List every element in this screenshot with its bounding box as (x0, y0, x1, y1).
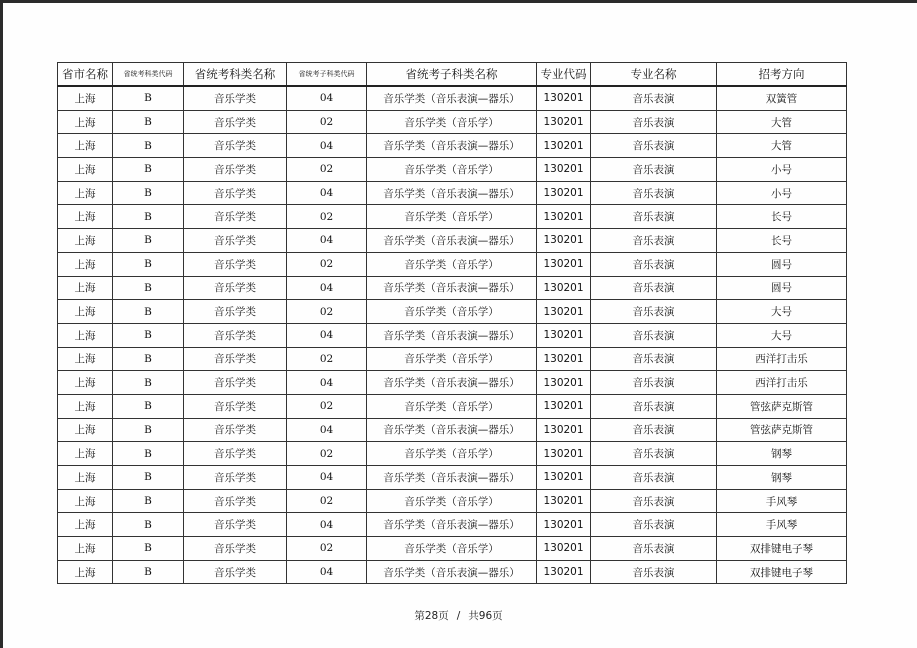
cell-category-code: B (113, 158, 184, 182)
cell-category-code: B (113, 513, 184, 537)
cell-major-code: 130201 (537, 110, 591, 134)
cell-category-code: B (113, 229, 184, 253)
cell-category-name: 音乐学类 (184, 560, 287, 584)
cell-subcategory-name: 音乐学类（音乐表演—器乐） (367, 323, 537, 347)
cell-category-name: 音乐学类 (184, 134, 287, 158)
cell-subcategory-code: 04 (287, 560, 367, 584)
cell-direction: 圆号 (717, 276, 847, 300)
cell-major-code: 130201 (537, 560, 591, 584)
cell-category-name: 音乐学类 (184, 418, 287, 442)
cell-direction: 管弦萨克斯管 (717, 394, 847, 418)
cell-subcategory-name: 音乐学类（音乐学） (367, 442, 537, 466)
header-category-code: 省统考科类代码 (113, 63, 184, 87)
cell-major-name: 音乐表演 (591, 276, 717, 300)
cell-direction: 西洋打击乐 (717, 347, 847, 371)
cell-major-name: 音乐表演 (591, 489, 717, 513)
cell-subcategory-code: 02 (287, 205, 367, 229)
cell-subcategory-code: 04 (287, 323, 367, 347)
cell-subcategory-code: 04 (287, 466, 367, 490)
cell-province: 上海 (58, 276, 113, 300)
table-row (58, 300, 847, 324)
table-row (58, 537, 847, 561)
cell-category-name: 音乐学类 (184, 252, 287, 276)
cell-category-name: 音乐学类 (184, 537, 287, 561)
table-row (58, 560, 847, 584)
cell-category-name: 音乐学类 (184, 371, 287, 395)
cell-major-code: 130201 (537, 371, 591, 395)
cell-category-name: 音乐学类 (184, 229, 287, 253)
table-row (58, 276, 847, 300)
cell-category-code: B (113, 205, 184, 229)
cell-subcategory-name: 音乐学类（音乐学） (367, 158, 537, 182)
cell-category-name: 音乐学类 (184, 394, 287, 418)
cell-major-name: 音乐表演 (591, 418, 717, 442)
cell-major-code: 130201 (537, 347, 591, 371)
cell-province: 上海 (58, 418, 113, 442)
cell-subcategory-code: 02 (287, 252, 367, 276)
header-direction: 招考方向 (717, 63, 847, 87)
cell-subcategory-code: 04 (287, 134, 367, 158)
cell-major-code: 130201 (537, 323, 591, 347)
cell-province: 上海 (58, 347, 113, 371)
cell-subcategory-code: 02 (287, 158, 367, 182)
cell-subcategory-name: 音乐学类（音乐学） (367, 537, 537, 561)
cell-category-code: B (113, 489, 184, 513)
cell-subcategory-name: 音乐学类（音乐学） (367, 205, 537, 229)
table-row (58, 466, 847, 490)
cell-direction: 长号 (717, 229, 847, 253)
total-pages: 共96页 (468, 610, 503, 622)
cell-major-code: 130201 (537, 181, 591, 205)
cell-direction: 管弦萨克斯管 (717, 418, 847, 442)
cell-major-name: 音乐表演 (591, 371, 717, 395)
cell-category-code: B (113, 418, 184, 442)
cell-category-name: 音乐学类 (184, 86, 287, 110)
cell-major-name: 音乐表演 (591, 394, 717, 418)
cell-subcategory-code: 02 (287, 300, 367, 324)
header-subcategory-name: 省统考子科类名称 (367, 63, 537, 87)
cell-major-code: 130201 (537, 205, 591, 229)
header-major-code: 专业代码 (537, 63, 591, 87)
cell-major-name: 音乐表演 (591, 252, 717, 276)
cell-subcategory-code: 04 (287, 276, 367, 300)
cell-category-name: 音乐学类 (184, 276, 287, 300)
admission-table (57, 62, 847, 584)
cell-subcategory-name: 音乐学类（音乐表演—器乐） (367, 513, 537, 537)
header-category-name: 省统考科类名称 (184, 63, 287, 87)
cell-direction: 大管 (717, 134, 847, 158)
table-row (58, 86, 847, 110)
cell-subcategory-name: 音乐学类（音乐学） (367, 394, 537, 418)
cell-province: 上海 (58, 205, 113, 229)
cell-province: 上海 (58, 323, 113, 347)
cell-category-name: 音乐学类 (184, 181, 287, 205)
cell-subcategory-code: 04 (287, 86, 367, 110)
cell-major-name: 音乐表演 (591, 560, 717, 584)
cell-province: 上海 (58, 181, 113, 205)
header-province: 省市名称 (58, 63, 113, 87)
cell-direction: 小号 (717, 158, 847, 182)
cell-province: 上海 (58, 300, 113, 324)
cell-major-code: 130201 (537, 442, 591, 466)
cell-province: 上海 (58, 110, 113, 134)
cell-category-name: 音乐学类 (184, 158, 287, 182)
table-body (58, 86, 847, 584)
cell-direction: 西洋打击乐 (717, 371, 847, 395)
table-row (58, 158, 847, 182)
cell-category-code: B (113, 394, 184, 418)
cell-category-code: B (113, 347, 184, 371)
cell-subcategory-name: 音乐学类（音乐学） (367, 252, 537, 276)
cell-direction: 钢琴 (717, 442, 847, 466)
cell-major-code: 130201 (537, 276, 591, 300)
table-row (58, 205, 847, 229)
cell-subcategory-code: 02 (287, 489, 367, 513)
cell-subcategory-name: 音乐学类（音乐表演—器乐） (367, 371, 537, 395)
cell-category-name: 音乐学类 (184, 466, 287, 490)
cell-major-code: 130201 (537, 134, 591, 158)
cell-major-name: 音乐表演 (591, 181, 717, 205)
cell-direction: 大号 (717, 300, 847, 324)
cell-category-name: 音乐学类 (184, 110, 287, 134)
cell-subcategory-code: 02 (287, 347, 367, 371)
cell-major-code: 130201 (537, 489, 591, 513)
cell-direction: 钢琴 (717, 466, 847, 490)
cell-category-code: B (113, 466, 184, 490)
cell-subcategory-code: 04 (287, 371, 367, 395)
cell-subcategory-code: 04 (287, 181, 367, 205)
cell-province: 上海 (58, 158, 113, 182)
cell-subcategory-name: 音乐学类（音乐学） (367, 347, 537, 371)
cell-category-code: B (113, 134, 184, 158)
cell-category-code: B (113, 537, 184, 561)
cell-major-name: 音乐表演 (591, 513, 717, 537)
cell-direction: 小号 (717, 181, 847, 205)
table-header-row (58, 63, 847, 87)
cell-major-name: 音乐表演 (591, 347, 717, 371)
table-row (58, 442, 847, 466)
cell-category-code: B (113, 560, 184, 584)
cell-subcategory-name: 音乐学类（音乐学） (367, 489, 537, 513)
cell-province: 上海 (58, 442, 113, 466)
cell-subcategory-name: 音乐学类（音乐表演—器乐） (367, 418, 537, 442)
cell-category-name: 音乐学类 (184, 300, 287, 324)
cell-direction: 双排键电子琴 (717, 560, 847, 584)
cell-subcategory-name: 音乐学类（音乐表演—器乐） (367, 229, 537, 253)
cell-province: 上海 (58, 394, 113, 418)
table-row (58, 181, 847, 205)
cell-subcategory-name: 音乐学类（音乐表演—器乐） (367, 181, 537, 205)
cell-direction: 大号 (717, 323, 847, 347)
cell-province: 上海 (58, 134, 113, 158)
cell-direction: 长号 (717, 205, 847, 229)
cell-direction: 手风琴 (717, 489, 847, 513)
table-row (58, 229, 847, 253)
cell-subcategory-name: 音乐学类（音乐表演—器乐） (367, 466, 537, 490)
table-row (58, 134, 847, 158)
table-row (58, 252, 847, 276)
cell-subcategory-code: 02 (287, 537, 367, 561)
header-major-name: 专业名称 (591, 63, 717, 87)
cell-subcategory-name: 音乐学类（音乐表演—器乐） (367, 276, 537, 300)
cell-direction: 手风琴 (717, 513, 847, 537)
table-row (58, 394, 847, 418)
cell-province: 上海 (58, 86, 113, 110)
cell-category-name: 音乐学类 (184, 442, 287, 466)
cell-major-name: 音乐表演 (591, 134, 717, 158)
cell-major-code: 130201 (537, 86, 591, 110)
cell-major-code: 130201 (537, 229, 591, 253)
cell-province: 上海 (58, 489, 113, 513)
table-row (58, 489, 847, 513)
cell-major-name: 音乐表演 (591, 466, 717, 490)
cell-major-code: 130201 (537, 418, 591, 442)
cell-direction: 大管 (717, 110, 847, 134)
cell-subcategory-code: 04 (287, 229, 367, 253)
cell-major-name: 音乐表演 (591, 205, 717, 229)
cell-province: 上海 (58, 229, 113, 253)
cell-major-code: 130201 (537, 394, 591, 418)
cell-province: 上海 (58, 252, 113, 276)
cell-category-name: 音乐学类 (184, 323, 287, 347)
cell-direction: 双簧管 (717, 86, 847, 110)
page-separator: / (456, 610, 461, 622)
cell-subcategory-name: 音乐学类（音乐表演—器乐） (367, 86, 537, 110)
cell-category-name: 音乐学类 (184, 205, 287, 229)
cell-category-code: B (113, 252, 184, 276)
cell-category-name: 音乐学类 (184, 489, 287, 513)
cell-category-code: B (113, 371, 184, 395)
cell-subcategory-name: 音乐学类（音乐表演—器乐） (367, 134, 537, 158)
table-row (58, 513, 847, 537)
header-subcategory-code: 省统考子科类代码 (287, 63, 367, 87)
cell-category-code: B (113, 181, 184, 205)
table-row (58, 323, 847, 347)
cell-category-code: B (113, 86, 184, 110)
cell-direction: 双排键电子琴 (717, 537, 847, 561)
cell-subcategory-name: 音乐学类（音乐学） (367, 110, 537, 134)
cell-province: 上海 (58, 371, 113, 395)
current-page: 第28页 (414, 610, 449, 622)
cell-major-code: 130201 (537, 252, 591, 276)
cell-major-code: 130201 (537, 537, 591, 561)
cell-subcategory-code: 02 (287, 110, 367, 134)
cell-major-name: 音乐表演 (591, 86, 717, 110)
cell-subcategory-code: 04 (287, 513, 367, 537)
cell-major-code: 130201 (537, 466, 591, 490)
cell-province: 上海 (58, 560, 113, 584)
page-footer (0, 608, 917, 623)
cell-subcategory-name: 音乐学类（音乐学） (367, 300, 537, 324)
cell-major-name: 音乐表演 (591, 537, 717, 561)
cell-major-name: 音乐表演 (591, 300, 717, 324)
cell-major-name: 音乐表演 (591, 323, 717, 347)
cell-major-code: 130201 (537, 300, 591, 324)
table-row (58, 110, 847, 134)
cell-category-code: B (113, 300, 184, 324)
cell-province: 上海 (58, 513, 113, 537)
table-row (58, 418, 847, 442)
cell-major-name: 音乐表演 (591, 158, 717, 182)
cell-subcategory-code: 02 (287, 394, 367, 418)
cell-major-code: 130201 (537, 513, 591, 537)
cell-subcategory-name: 音乐学类（音乐表演—器乐） (367, 560, 537, 584)
cell-province: 上海 (58, 466, 113, 490)
cell-subcategory-code: 02 (287, 442, 367, 466)
cell-major-code: 130201 (537, 158, 591, 182)
cell-category-code: B (113, 110, 184, 134)
cell-category-code: B (113, 442, 184, 466)
cell-category-code: B (113, 276, 184, 300)
cell-subcategory-code: 04 (287, 418, 367, 442)
cell-major-name: 音乐表演 (591, 229, 717, 253)
table-row (58, 371, 847, 395)
cell-direction: 圆号 (717, 252, 847, 276)
cell-category-name: 音乐学类 (184, 347, 287, 371)
cell-category-name: 音乐学类 (184, 513, 287, 537)
cell-province: 上海 (58, 537, 113, 561)
cell-major-name: 音乐表演 (591, 110, 717, 134)
cell-major-name: 音乐表演 (591, 442, 717, 466)
cell-category-code: B (113, 323, 184, 347)
table-row (58, 347, 847, 371)
